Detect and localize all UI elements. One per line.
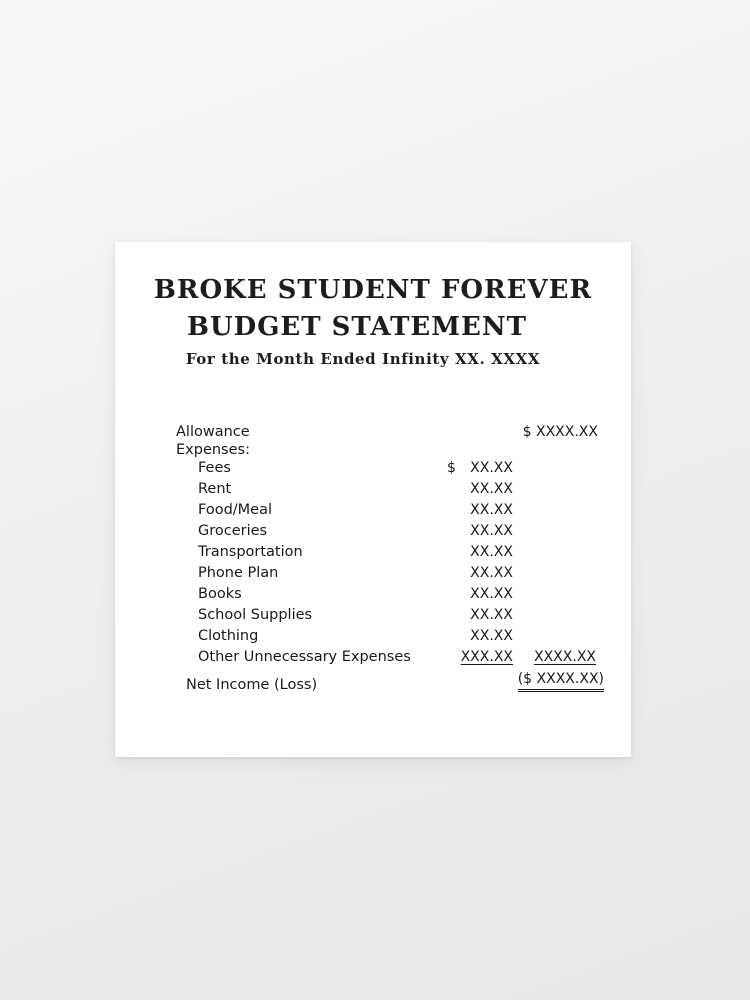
expense-amount-underlined: XXX.XX xyxy=(460,649,513,665)
expense-amount: XX.XX xyxy=(470,586,513,602)
net-income-value: ($ XXXX.XX) xyxy=(518,671,604,692)
expense-label: Groceries xyxy=(198,523,268,539)
title-line-1: BROKE STUDENT FOREVER xyxy=(153,275,593,305)
expense-currency: $ xyxy=(447,460,456,476)
expense-label: Transportation xyxy=(198,544,303,560)
expense-amount: XX.XX xyxy=(470,628,513,644)
expense-amount: XX.XX xyxy=(470,544,513,560)
expense-amount: XX.XX xyxy=(470,565,513,581)
allowance-amount: $ XXXX.XX xyxy=(522,424,598,440)
expense-label: Clothing xyxy=(198,628,259,644)
total-expenses-amount: XXXX.XX xyxy=(534,649,596,665)
expense-amount: XX.XX xyxy=(470,523,513,539)
budget-poster xyxy=(115,242,631,757)
expense-amount: XX.XX xyxy=(470,607,513,623)
expense-label: Books xyxy=(198,586,242,602)
expense-amount: XX.XX xyxy=(470,502,513,518)
expenses-heading: Expenses: xyxy=(176,442,250,458)
expense-label: Food/Meal xyxy=(198,502,273,518)
net-income-label: Net Income (Loss) xyxy=(186,677,318,693)
net-income-amount xyxy=(518,670,604,688)
title-line-2: BUDGET STATEMENT xyxy=(187,312,527,342)
subtitle-period: For the Month Ended Infinity XX. XXXX xyxy=(185,350,541,368)
expense-amount: XX.XX xyxy=(470,460,513,476)
expense-label: Phone Plan xyxy=(198,565,279,581)
expense-label: Rent xyxy=(198,481,232,497)
expense-label: Other Unnecessary Expenses xyxy=(198,649,411,665)
allowance-label: Allowance xyxy=(176,424,250,440)
expense-label: School Supplies xyxy=(198,607,313,623)
expense-label: Fees xyxy=(198,460,231,476)
expense-amount: XX.XX xyxy=(470,481,513,497)
